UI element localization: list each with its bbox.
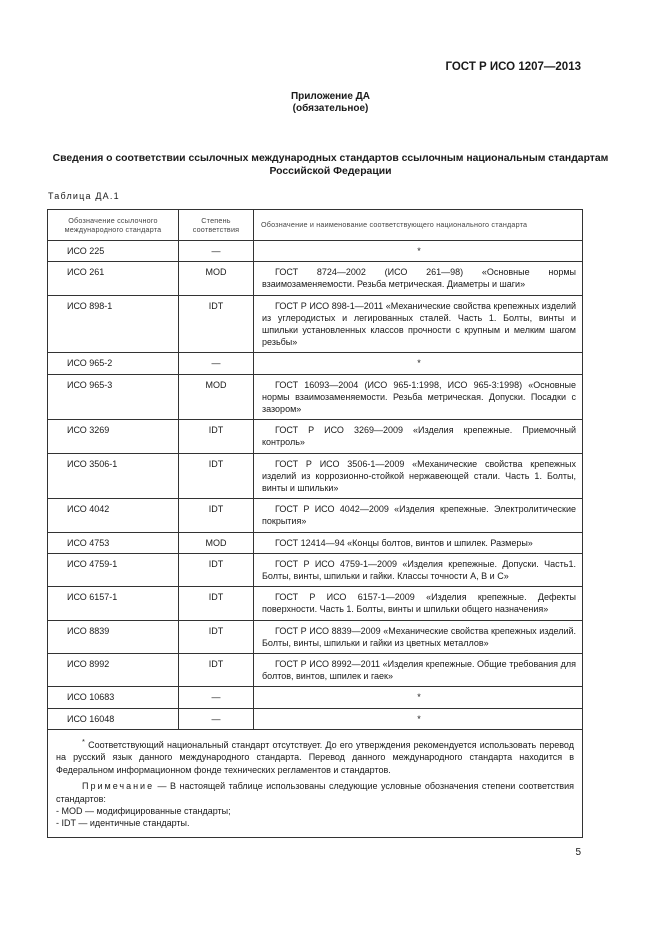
cell-degree: IDT	[179, 553, 254, 586]
table-row	[48, 453, 583, 499]
cell-international-standard: ИСО 4042	[48, 499, 179, 532]
cell-national-standard	[254, 374, 583, 420]
national-standard-text: ГОСТ Р ИСО 8839—2009 «Механические свойства крепежных изделий. Болты, винты, шпильки и гайки из цветных металлов»	[262, 625, 576, 648]
note-text: — В настоящей таблице использованы следующие условные обозначения степени соответствия стандартов:	[56, 781, 574, 804]
cell-international-standard: ИСО 261	[48, 262, 179, 295]
cell-international-standard: ИСО 16048	[48, 708, 179, 729]
table-row	[48, 499, 583, 532]
cell-degree: IDT	[179, 654, 254, 687]
table-row	[48, 654, 583, 687]
note-paragraph	[56, 780, 574, 805]
header-national-standard: Обозначение и наименование соответствующего национального стандарта	[254, 210, 583, 241]
table-row	[48, 241, 583, 262]
national-standard-text: ГОСТ 16093—2004 (ИСО 965-1:1998, ИСО 965-3:1998) «Основные нормы взаимозаменяемости. Резьба метрическая. Допуски. Посадки с зазором»	[262, 379, 576, 415]
national-standard-text: ГОСТ Р ИСО 4042—2009 «Изделия крепежные. Электролитические покрытия»	[262, 504, 576, 527]
table-row	[48, 295, 583, 353]
cell-international-standard: ИСО 4759-1	[48, 553, 179, 586]
note-item-mod: - MOD — модифицированные стандарты;	[56, 805, 231, 816]
cell-national-standard	[254, 654, 583, 687]
cell-degree: IDT	[179, 453, 254, 499]
table-row	[48, 262, 583, 295]
cell-degree: MOD	[179, 374, 254, 420]
cell-national-standard	[254, 420, 583, 453]
cell-degree: —	[179, 708, 254, 729]
cell-national-standard	[254, 532, 583, 553]
cell-national-standard	[254, 353, 583, 374]
table-row	[48, 553, 583, 586]
cell-international-standard: ИСО 8839	[48, 620, 179, 653]
cell-international-standard: ИСО 898-1	[48, 295, 179, 353]
cell-international-standard: ИСО 3269	[48, 420, 179, 453]
annex-label: Приложение ДА	[290, 91, 371, 102]
cell-degree: IDT	[179, 499, 254, 532]
cell-national-standard	[254, 553, 583, 586]
cell-international-standard: ИСО 10683	[48, 687, 179, 708]
note-item-idt: - IDT — идентичные стандарты.	[56, 818, 190, 829]
page-number: 5	[575, 847, 581, 858]
national-standard-text: ГОСТ Р ИСО 6157-1—2009 «Изделия крепежные. Дефекты поверхности. Часть 1. Болты, винты и шпильки общего назначения»	[262, 592, 576, 615]
document-code: ГОСТ Р ИСО 1207—2013	[445, 61, 581, 73]
cell-national-standard	[254, 687, 583, 708]
table-header-row	[48, 210, 583, 241]
national-standard-text: ГОСТ Р ИСО 8992—2011 «Изделия крепежные. Общие требования для болтов, винтов, шпилек и гаек»	[262, 659, 576, 682]
cell-international-standard: ИСО 225	[48, 241, 179, 262]
national-standard-text: ГОСТ Р ИСО 4759-1—2009 «Изделия крепежные. Допуски. Часть1. Болты, винты, шпильки и гайки. Классы точности A, B и C»	[262, 558, 576, 582]
cell-national-standard	[254, 620, 583, 653]
table-footnote	[48, 729, 583, 837]
national-standard-text: ГОСТ 12414—94 «Концы болтов, винтов и шпилек. Размеры»	[275, 537, 533, 548]
cell-national-standard	[254, 499, 583, 532]
cell-national-standard	[254, 587, 583, 620]
cell-national-standard	[254, 295, 583, 353]
table-caption: Таблица ДА.1	[48, 191, 120, 201]
footnote-text: Соответствующий национальный стандарт отсутствует. До его утверждения рекомендуется использовать перевод на русский язык данного международного стандарта. Перевод данного международного стандарта находится в Федеральном информационном фонде технических регламентов и стандартов.	[56, 739, 574, 775]
national-standard-text: *	[417, 713, 421, 724]
table-row	[48, 374, 583, 420]
table-row	[48, 687, 583, 708]
cell-degree: IDT	[179, 420, 254, 453]
cell-degree: —	[179, 687, 254, 708]
annex-title	[0, 91, 661, 115]
section-heading: Сведения о соответствии ссылочных международных стандартов ссылочным национальным стандартам Российской Федерации	[52, 153, 609, 177]
cell-degree: IDT	[179, 587, 254, 620]
header-degree: Степень соответствия	[179, 210, 254, 241]
national-standard-text: ГОСТ Р ИСО 898-1—2011 «Механические свойства крепежных изделий из углеродистых и легированных сталей. Часть 1. Болты, винты и шпильки установленных классов прочности с крупным и мелким шагом резьбы»	[262, 300, 576, 348]
national-standard-text: *	[417, 692, 421, 703]
cell-national-standard	[254, 708, 583, 729]
footnote-paragraph	[56, 736, 574, 776]
national-standard-text: *	[417, 358, 421, 369]
cell-degree: IDT	[179, 295, 254, 353]
cell-degree: —	[179, 241, 254, 262]
national-standard-text: ГОСТ Р ИСО 3269—2009 «Изделия крепежные. Приемочный контроль»	[262, 425, 576, 448]
cell-international-standard: ИСО 6157-1	[48, 587, 179, 620]
cell-international-standard: ИСО 965-3	[48, 374, 179, 420]
cell-national-standard	[254, 262, 583, 295]
header-international-standard: Обозначение ссылочного международного стандарта	[48, 210, 179, 241]
cell-degree: MOD	[179, 262, 254, 295]
correspondence-table	[47, 209, 583, 838]
table-row	[48, 620, 583, 653]
table-row	[48, 587, 583, 620]
annex-status: (обязательное)	[292, 103, 369, 114]
footnote-mark: *	[82, 736, 85, 746]
table-row	[48, 353, 583, 374]
cell-degree: IDT	[179, 620, 254, 653]
table-footer-row	[48, 729, 583, 837]
table-row	[48, 708, 583, 729]
note-label: Примечание	[82, 781, 155, 792]
cell-degree: —	[179, 353, 254, 374]
cell-international-standard: ИСО 8992	[48, 654, 179, 687]
cell-degree: MOD	[179, 532, 254, 553]
table-row	[48, 532, 583, 553]
cell-international-standard: ИСО 3506-1	[48, 453, 179, 499]
national-standard-text: ГОСТ Р ИСО 3506-1—2009 «Механические свойства крепежных изделий из коррозионно-стойкой нержавеющей стали. Часть 1. Болты, винты и шпильки»	[262, 458, 576, 494]
cell-national-standard	[254, 453, 583, 499]
table-row	[48, 420, 583, 453]
cell-national-standard	[254, 241, 583, 262]
cell-international-standard: ИСО 965-2	[48, 353, 179, 374]
national-standard-text: *	[417, 246, 421, 256]
national-standard-text: ГОСТ 8724—2002 (ИСО 261—98) «Основные нормы взаимозаменяемости. Резьба метрическая. Диаметры и шаги»	[262, 267, 576, 290]
cell-international-standard: ИСО 4753	[48, 532, 179, 553]
